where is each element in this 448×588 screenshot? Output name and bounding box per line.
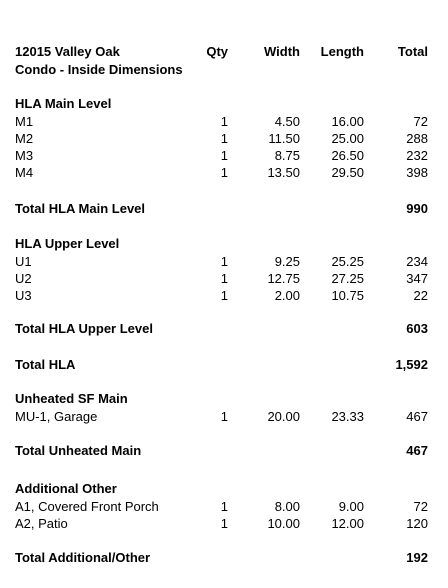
section-total-label: Total HLA Main Level — [15, 201, 146, 216]
qty-column-header: Qty — [206, 44, 228, 59]
grand-total-label: Total HLA — [15, 357, 76, 372]
section-total-value: 192 — [406, 550, 428, 565]
table-row — [0, 499, 448, 515]
row-label: M1 — [15, 114, 34, 129]
row-total: 347 — [406, 271, 428, 286]
section-total-value: 603 — [406, 321, 428, 336]
row-length: 16.00 — [331, 114, 364, 129]
row-label: A1, Covered Front Porch — [15, 499, 159, 514]
row-qty: 1 — [220, 409, 228, 424]
section-heading-label: Additional Other — [15, 481, 117, 496]
row-qty: 1 — [220, 499, 228, 514]
row-total: 288 — [406, 131, 428, 146]
table-row — [0, 288, 448, 304]
row-length: 10.75 — [331, 288, 364, 303]
table-row — [0, 271, 448, 287]
row-total: 72 — [413, 114, 428, 129]
row-label: M3 — [15, 148, 34, 163]
section-heading-upper — [0, 236, 448, 252]
length-column-header: Length — [320, 44, 364, 59]
grand-total-hla — [0, 357, 448, 373]
section-total-value: 990 — [406, 201, 428, 216]
total-column-header: Total — [397, 44, 428, 59]
row-width: 20.00 — [267, 409, 300, 424]
row-qty: 1 — [220, 288, 228, 303]
row-total: 120 — [406, 516, 428, 531]
row-total: 232 — [406, 148, 428, 163]
row-length: 12.00 — [331, 516, 364, 531]
row-width: 8.00 — [274, 499, 300, 514]
column-header-row — [0, 44, 448, 60]
row-width: 12.75 — [267, 271, 300, 286]
section-heading-label: HLA Main Level — [15, 96, 112, 111]
row-label: U2 — [15, 271, 32, 286]
row-label: M4 — [15, 165, 34, 180]
row-label: U3 — [15, 288, 32, 303]
row-qty: 1 — [220, 254, 228, 269]
row-qty: 1 — [220, 114, 228, 129]
subtitle-row — [0, 62, 448, 78]
row-length: 25.25 — [331, 254, 364, 269]
row-qty: 1 — [220, 516, 228, 531]
section-total-label: Total Unheated Main — [15, 443, 142, 458]
row-length: 9.00 — [338, 499, 364, 514]
document-title: 12015 Valley Oak — [15, 44, 120, 59]
table-row — [0, 148, 448, 164]
row-length: 25.00 — [331, 131, 364, 146]
row-total: 398 — [406, 165, 428, 180]
section-heading-unheated — [0, 391, 448, 407]
row-width: 11.50 — [268, 131, 300, 146]
section-total-upper — [0, 321, 448, 337]
row-label: U1 — [15, 254, 32, 269]
row-length: 26.50 — [331, 148, 364, 163]
width-column-header: Width — [264, 44, 300, 59]
row-total: 22 — [413, 288, 428, 303]
section-heading-label: Unheated SF Main — [15, 391, 128, 406]
row-qty: 1 — [220, 271, 228, 286]
row-width: 8.75 — [274, 148, 300, 163]
row-length: 27.25 — [331, 271, 364, 286]
document-subtitle: Condo - Inside Dimensions — [15, 62, 183, 77]
row-width: 9.25 — [274, 254, 300, 269]
section-total-unheated — [0, 443, 448, 459]
table-row — [0, 131, 448, 147]
row-qty: 1 — [220, 131, 228, 146]
row-length: 29.50 — [331, 165, 364, 180]
row-width: 2.00 — [274, 288, 300, 303]
section-heading-main — [0, 96, 448, 112]
section-heading-additional — [0, 481, 448, 497]
row-label: M2 — [15, 131, 34, 146]
row-total: 467 — [406, 409, 428, 424]
table-row — [0, 254, 448, 270]
row-total: 72 — [413, 499, 428, 514]
row-label: MU-1, Garage — [15, 409, 98, 424]
table-row — [0, 165, 448, 181]
row-width: 10.00 — [267, 516, 300, 531]
row-length: 23.33 — [331, 409, 364, 424]
row-qty: 1 — [220, 148, 228, 163]
section-total-main — [0, 201, 448, 217]
table-row — [0, 516, 448, 532]
section-total-additional — [0, 550, 448, 566]
row-qty: 1 — [220, 165, 228, 180]
table-row — [0, 409, 448, 425]
row-width: 4.50 — [274, 114, 300, 129]
section-total-label: Total Additional/Other — [15, 550, 151, 565]
row-label: A2, Patio — [15, 516, 68, 531]
table-row — [0, 114, 448, 130]
row-total: 234 — [406, 254, 428, 269]
grand-total-value: 1,592 — [395, 357, 428, 372]
section-total-value: 467 — [406, 443, 428, 458]
section-heading-label: HLA Upper Level — [15, 236, 120, 251]
row-width: 13.50 — [267, 165, 300, 180]
section-total-label: Total HLA Upper Level — [15, 321, 153, 336]
